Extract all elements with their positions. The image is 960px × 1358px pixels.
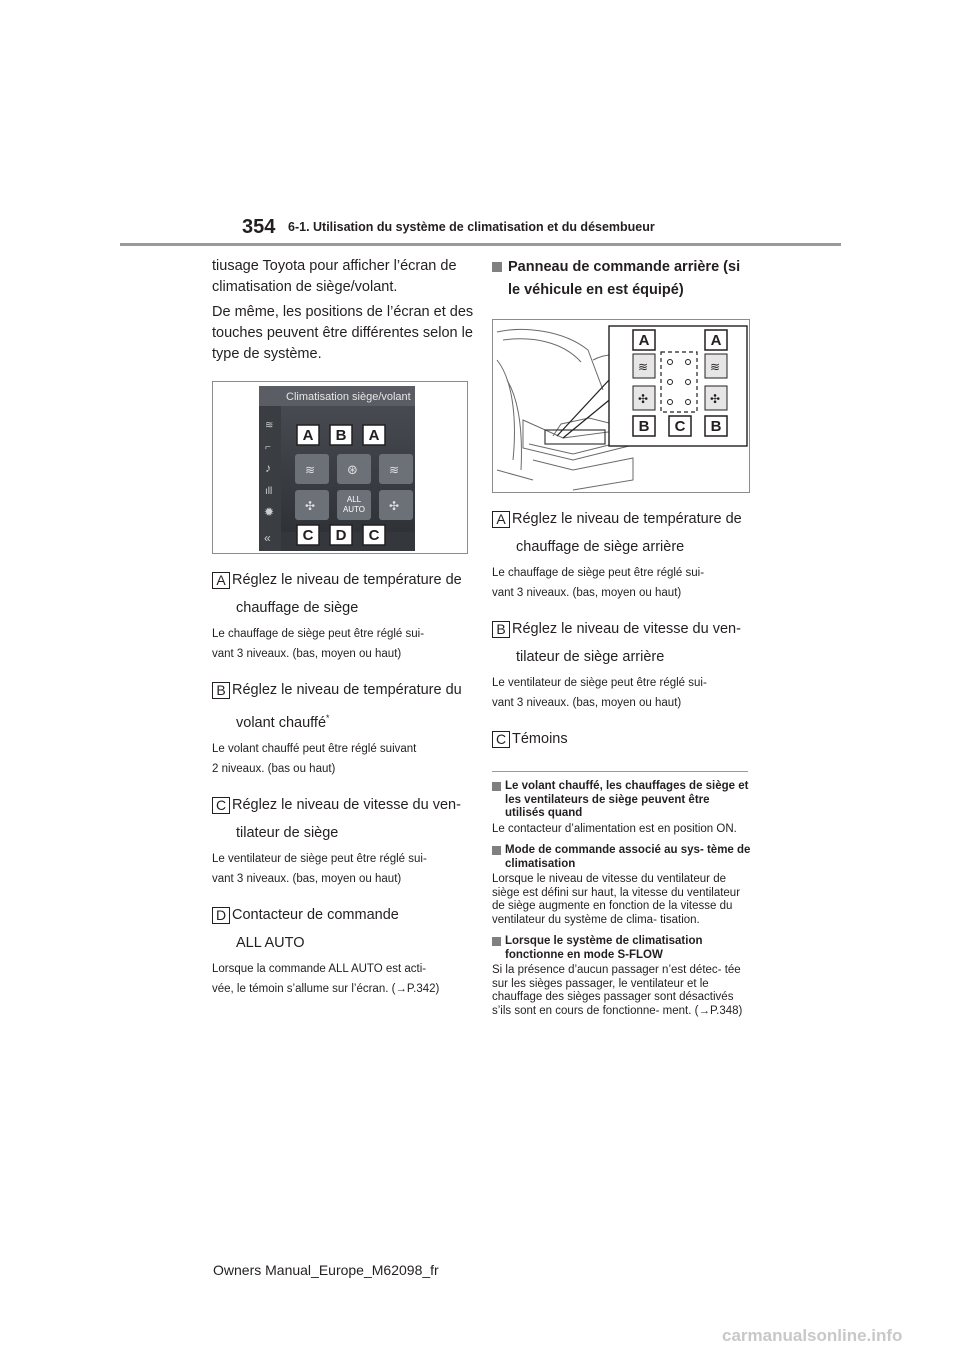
note-body: Si la présence d’aucun passager n’est détec- tée sur les sièges passager, le ventilateur et le chauffage des sièges passager sont désactivés s’ils sont en cours de fonctionne- ment. (→P.348) xyxy=(492,964,743,1017)
heading-line-2: le véhicule en est équipé) xyxy=(508,282,684,298)
item-body-line: vant 3 niveaux. (bas, moyen ou haut) xyxy=(492,697,682,709)
seat-heat-icon: ≋ xyxy=(305,463,316,477)
item-title-line-1: Réglez le niveau de vitesse du ven- xyxy=(512,621,741,637)
all-auto-label-2: AUTO xyxy=(342,505,366,514)
item-d xyxy=(212,901,474,999)
rear-item-c xyxy=(492,725,752,753)
callout-top-left xyxy=(633,330,655,350)
header-rule xyxy=(120,243,841,246)
note-title: Lorsque le système de climatisation fonctionne en mode S-FLOW xyxy=(505,935,703,961)
svg-text:C: C xyxy=(674,418,686,435)
note-body: Lorsque le niveau de vitesse du ventilateur de siège est défini sur haut, la vitesse du ventilateur de siège augmente en fonction de la vitesse du ventilateur du système de clima- tisation. xyxy=(492,873,741,926)
steering-wheel-icon: ⊛ xyxy=(347,462,358,477)
svg-text:D: D xyxy=(335,527,347,544)
right-column xyxy=(492,256,752,1018)
heading-line-1: Panneau de commande arrière (si xyxy=(508,259,741,275)
callout-top-middle xyxy=(330,425,352,445)
note-body: Le contacteur d’alimentation est en position ON. xyxy=(492,822,737,835)
screen-illustration xyxy=(213,382,467,553)
seat-fan-icon: ✣ xyxy=(710,392,721,406)
rear-item-a xyxy=(492,505,752,603)
section-title: 6-1. Utilisation du système de climatisation et du désembueur xyxy=(288,220,655,234)
callout-top-left xyxy=(297,425,319,445)
note-square-bullet xyxy=(492,937,501,946)
svg-text:A: A xyxy=(368,427,380,444)
svg-text:B: B xyxy=(335,427,347,444)
all-auto-label-1: ALL xyxy=(346,495,362,504)
back-chevrons-icon: « xyxy=(264,531,271,545)
callout-bottom-right xyxy=(705,416,727,436)
item-body-line: vant 3 niveaux. (bas, moyen ou haut) xyxy=(212,648,402,660)
seat-fan-icon: ✣ xyxy=(305,499,316,513)
item-body-line: Le chauffage de siège peut être réglé sui- xyxy=(492,567,705,579)
callout-bottom-middle xyxy=(669,416,691,436)
screen-title: Climatisation siège/volant xyxy=(286,391,411,403)
svg-text:A: A xyxy=(638,332,650,349)
item-title-line-2: volant chauffé xyxy=(236,714,327,731)
svg-text:A: A xyxy=(710,332,722,349)
intro-paragraph-1: tiusage Toyota pour afficher l’écran de climatisation de siège/volant. xyxy=(212,258,457,295)
callout-bottom-left xyxy=(297,525,319,545)
seat-heat-icon: ≋ xyxy=(710,360,721,374)
rear-control-panel-figure xyxy=(492,319,750,493)
item-title-line-2: chauffage de siège arrière xyxy=(516,539,685,555)
item-title-line-2: ALL AUTO xyxy=(236,934,305,951)
item-body-line: Le volant chauffé peut être réglé suivant xyxy=(212,742,417,755)
left-column xyxy=(212,256,474,999)
seat-icon: ⌐ xyxy=(265,442,271,453)
item-title-line-1: Témoins xyxy=(512,731,568,747)
item-body-line: 2 niveaux. (bas ou haut) xyxy=(212,762,336,775)
item-body-line: Le ventilateur de siège peut être réglé sui- xyxy=(492,677,707,689)
item-letter-box: A xyxy=(212,572,230,589)
item-letter-box: C xyxy=(492,731,510,748)
callout-top-right xyxy=(705,330,727,350)
rear-panel-illustration xyxy=(493,320,749,492)
gear-icon: ✹ xyxy=(264,505,275,519)
note-square-bullet xyxy=(492,782,501,791)
item-letter-box: B xyxy=(212,682,230,699)
note-heated-steering xyxy=(492,780,752,836)
rear-item-b xyxy=(492,615,752,713)
item-title-line-1: Réglez le niveau de température du xyxy=(232,682,462,698)
intro-paragraph-2: De même, les positions de l’écran et des touches peuvent être différentes selon le type de système. xyxy=(212,304,474,362)
item-letter-box: A xyxy=(492,511,510,528)
item-body-line: vant 3 niveaux. (bas, moyen ou haut) xyxy=(212,872,402,885)
seat-heat-icon: ≋ xyxy=(389,463,400,477)
page-number: 354 xyxy=(242,216,276,238)
item-title-line-2: chauffage de siège xyxy=(236,600,359,616)
footnote-marker: * xyxy=(326,713,330,723)
intro-text xyxy=(212,256,474,365)
item-body-line: vant 3 niveaux. (bas, moyen ou haut) xyxy=(492,587,682,599)
svg-text:B: B xyxy=(638,418,650,435)
item-body-line: vée, le témoin s’allume sur l’écran. (→P.342) xyxy=(212,982,440,995)
item-title-line-1: Réglez le niveau de température de xyxy=(232,572,462,588)
item-title-line-1: Réglez le niveau de température de xyxy=(512,511,742,527)
svg-text:B: B xyxy=(710,418,722,435)
item-letter-box: D xyxy=(212,907,230,924)
heading-square-bullet xyxy=(492,262,502,272)
note-s-flow xyxy=(492,935,752,1018)
section-divider xyxy=(492,771,748,772)
callout-bottom-middle xyxy=(330,525,352,545)
item-title-line-1: Réglez le niveau de vitesse du ven- xyxy=(232,796,461,813)
note-square-bullet xyxy=(492,846,501,855)
footer-manual-id: Owners Manual_Europe_M62098_fr xyxy=(213,1262,439,1278)
svg-text:C: C xyxy=(368,527,380,544)
callout-bottom-left xyxy=(633,416,655,436)
note-title: Mode de commande associé au sys- tème de climatisation xyxy=(505,844,751,870)
callout-top-right xyxy=(363,425,385,445)
item-body-line: Lorsque la commande ALL AUTO est acti- xyxy=(212,962,427,975)
callout-bottom-right xyxy=(363,525,385,545)
watermark: carmanualsonline.info xyxy=(722,1326,903,1345)
note-linked-mode xyxy=(492,844,752,927)
equalizer-icon: ıll xyxy=(265,486,273,497)
item-letter-box: B xyxy=(492,621,510,638)
item-c xyxy=(212,791,474,889)
seat-steering-screen-figure xyxy=(212,381,468,554)
item-b xyxy=(212,676,474,779)
item-body-line: Le ventilateur de siège peut être réglé sui- xyxy=(212,852,427,865)
svg-text:C: C xyxy=(302,527,314,544)
item-body-line: Le chauffage de siège peut être réglé sui- xyxy=(212,628,425,640)
item-title-line-1: Contacteur de commande xyxy=(232,906,399,923)
svg-text:A: A xyxy=(302,427,314,444)
seat-fan-icon: ✣ xyxy=(638,392,649,406)
music-icon: ♪ xyxy=(265,461,271,475)
note-title: Le volant chauffé, les chauffages de siège et les ventilateurs de siège peuvent être utilisés quand xyxy=(505,780,749,819)
item-title-line-2: tilateur de siège xyxy=(236,824,339,841)
seat-fan-icon: ✣ xyxy=(389,499,400,513)
item-title-line-2: tilateur de siège arrière xyxy=(516,649,665,665)
seat-heat-icon: ≋ xyxy=(265,420,274,431)
item-a xyxy=(212,566,474,664)
item-letter-box: C xyxy=(212,797,230,814)
rear-panel-heading xyxy=(492,256,752,302)
seat-heat-icon: ≋ xyxy=(638,360,649,374)
